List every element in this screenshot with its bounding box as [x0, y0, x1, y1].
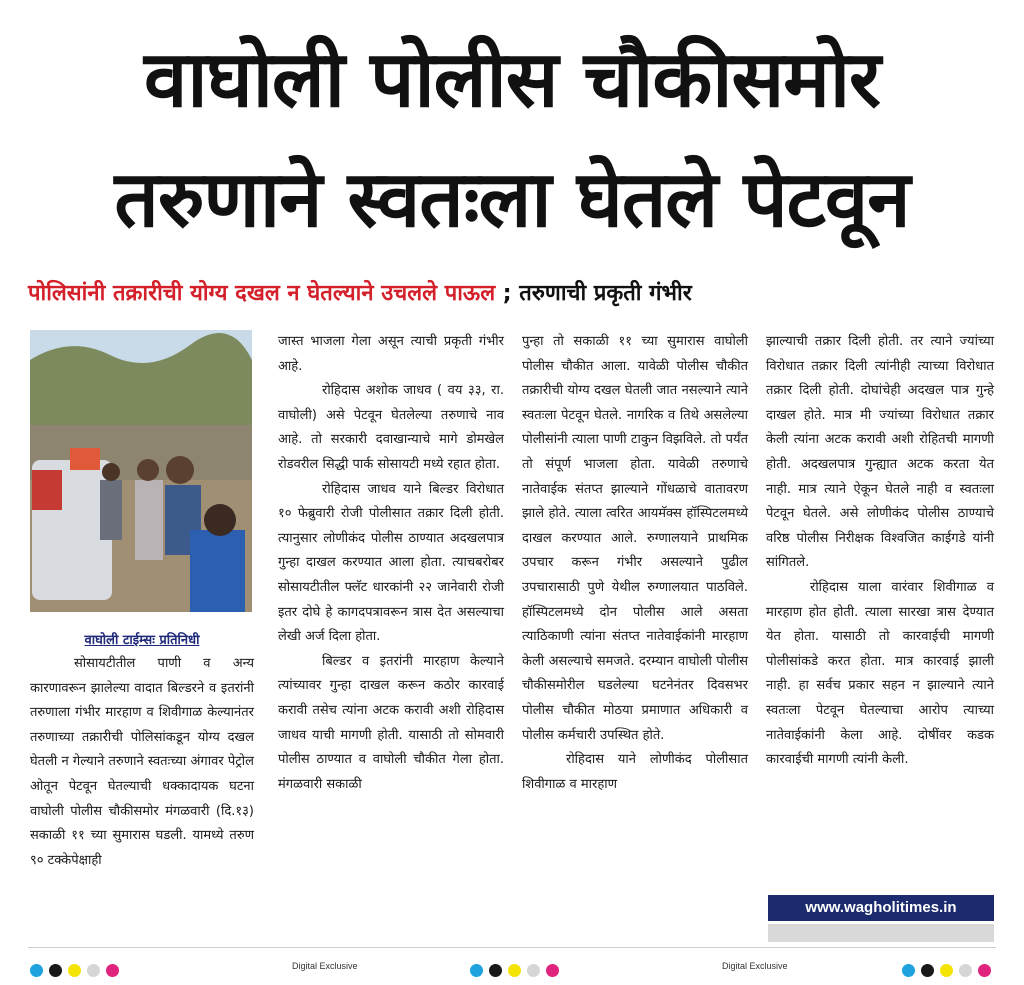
- color-registration-dots-left: [30, 960, 125, 974]
- color-registration-dots-center: [470, 960, 565, 974]
- article-paragraph: झाल्याची तक्रार दिली होती. तर त्याने ज्यांच्या विरोधात तक्रार दिली त्यांनीही त्याच्या विरोधात तक्रार दिली होती. दोघांचेही अदखल पात्र गुन्हे दाखल होते. मात्र मी ज्यांच्या विरोधात तक्रार केली त्यांना अटक करावी अशी रोहितची मागणी होती. अदखलपात्र गुन्ह्यात अटक करता येत नाही. मात्र त्याने ऐकून घेतले नाही व स्वतःला पेटवून घेतले. असे लोणीकंद पोलीस ठाण्याचे वरिष्ठ पोलीस निरीक्षक विश्वजित काईगडे यांनी सांगितले.: [766, 334, 994, 571]
- color-registration-dots-right: [902, 960, 997, 974]
- headline-line-1: वाघोली पोलीस चौकीसमोर: [144, 35, 880, 125]
- article-paragraph: रोहिदास याला वारंवार शिवीगाळ व मारहाण होत होती. त्याला सारखा त्रास देण्यात येत होता. यासाठी तो कारवाईची मागणी पोलीसांकडे करत होता. मात्र कारवाई झाली नाही. हा सर्वच प्रकार सहन न झाल्याने त्याने स्वतःला पेटवून घेतल्याचा आरोप त्याच्या नातेवाईकांनी केला आहे. दोषींवर कडक कारवाईची मागणी त्यांनी केली.: [766, 579, 994, 768]
- article-paragraph: सोसायटीतील पाणी व अन्य कारणावरून झालेल्या वादात बिल्डरने व इतरांनी तरुणाला गंभीर मारहाण व शिवीगाळ केल्यानंतर तरुणाच्या तक्रारीची पोलिसांकडून योग्य दखल घेतली न गेल्याने तरुणाने स्वतःच्या अंगावर पेट्रोल ओतून पेटवून घेतल्याची धक्कादायक घटना वाघोली पोलीस चौकीसमोर मंगळवारी (दि.१३) सकाळी ११ च्या सुमारास घडली. यामध्ये तरुण ९० टक्केपेक्षाही: [30, 656, 254, 868]
- subheadline-red: पोलिसांनी तक्रारीची योग्य दखल न घेतल्याने उचलले पाऊल: [28, 281, 496, 306]
- article-column-1: [30, 330, 254, 873]
- registration-dot: [68, 964, 81, 977]
- registration-dot: [30, 964, 43, 977]
- registration-dot: [921, 964, 934, 977]
- registration-dot: [489, 964, 502, 977]
- headline-line-2: तरुणाने स्वतःला घेतले पेटवून: [114, 155, 910, 245]
- article-paragraph: जास्त भाजला गेला असून त्याची प्रकृती गंभीर आहे.: [278, 334, 504, 374]
- registration-dot: [902, 964, 915, 977]
- footer-divider: [28, 947, 996, 948]
- article-paragraph: रोहिदास याने लोणीकंद पोलीसात शिवीगाळ व मारहाण: [522, 752, 748, 792]
- byline: वाघोली टाईम्सः प्रतिनिधी: [84, 633, 200, 648]
- registration-dot: [527, 964, 540, 977]
- footer-label-right: Digital Exclusive: [722, 961, 788, 971]
- registration-dot: [87, 964, 100, 977]
- registration-dot: [470, 964, 483, 977]
- news-photo-illustration: [30, 330, 252, 612]
- footer-gray-bar: [768, 924, 994, 942]
- subheadline: [28, 277, 998, 311]
- website-link[interactable]: www.wagholitimes.in: [768, 895, 994, 921]
- article-paragraph: रोहिदास अशोक जाधव ( वय ३३, रा. वाघोली) असे पेटवून घेतलेल्या तरुणाचे नाव आहे. तो सरकारी दवाखान्याचे मागे डोमखेल रोडवरील सिद्धी पार्क सोसायटी मध्ये रहात होता.: [278, 383, 504, 472]
- article-paragraph: रोहिदास जाधव याने बिल्डर विरोधात १० फेब्रुवारी रोजी पोलीसात तक्रार दिली होती. त्यानुसार लोणीकंद पोलीस ठाण्यात अदखलपात्र गुन्हा दाखल करण्यात आला होता. त्याचबरोबर सोसायटीतील फ्लॅट धारकांनी २२ जानेवारी रोजी इतर दोघे हे कागदपत्रावरून त्रास देत असल्याचा लेखी अर्ज दिला होता.: [278, 481, 504, 645]
- registration-dot: [508, 964, 521, 977]
- article-column-2: [278, 330, 504, 797]
- article-paragraph: पुन्हा तो सकाळी ११ च्या सुमारास वाघोली पोलीस चौकीत आला. यावेळी पोलीस चौकीत तक्रारीची योग्य दखल घेतली जात नसल्याने त्याने स्वतःला पेटवून घेतले. नागरिक व तिथे असलेल्या पोलीसांनी त्याला पाणी टाकुन विझविले. तो पर्यंत तो संपूर्ण भाजला होता. यावेळी तरुणाचे नातेवाईक संतप्त झाल्याने गोंधळाचे वातावरण झाले होते. त्याला त्वरित आयमॅक्स हॉस्पिटलमध्ये दाखल करण्यात आले. रुग्णालयाने प्राथमिक उपचार करून गंभीर असल्याने पुढील उपचारासाठी पुणे येथील रुग्णालयात पाठविले. हॉस्पिटलमध्ये दोन पोलीस आले असता त्याठिकाणी त्यांना संतप्त नातेवाईकांनी मारहाण केली असल्याचे समजते. दरम्यान वाघोली पोलीस चौकीसमोरील घडलेल्या घटनेनंतर दिवसभर पोलीस चौकीत मोठया प्रमाणात अधिकारी व पोलीस कर्मचारी उपस्थित होते.: [522, 334, 748, 743]
- registration-dot: [106, 964, 119, 977]
- news-photo: [30, 330, 252, 612]
- article-column-3: [522, 330, 748, 797]
- registration-dot: [940, 964, 953, 977]
- registration-dot: [959, 964, 972, 977]
- registration-dot: [978, 964, 991, 977]
- article-paragraph: बिल्डर व इतरांनी मारहाण केल्याने त्यांच्यावर गुन्हा दाखल करून कठोर कारवाई करावी तसेच त्यांना अटक करावी अशी रोहिदास जाधव याची मागणी होती. यासाठी तो सोमवारी पोलीस ठाण्यात व वाघोली चौकीत गेला होता. मंगळवारी सकाळी: [278, 653, 504, 792]
- subheadline-black: ; तरुणाची प्रकृती गंभीर: [495, 281, 692, 306]
- footer-label-left: Digital Exclusive: [292, 961, 358, 971]
- registration-dot: [49, 964, 62, 977]
- article-column-4: [766, 330, 994, 773]
- registration-dot: [546, 964, 559, 977]
